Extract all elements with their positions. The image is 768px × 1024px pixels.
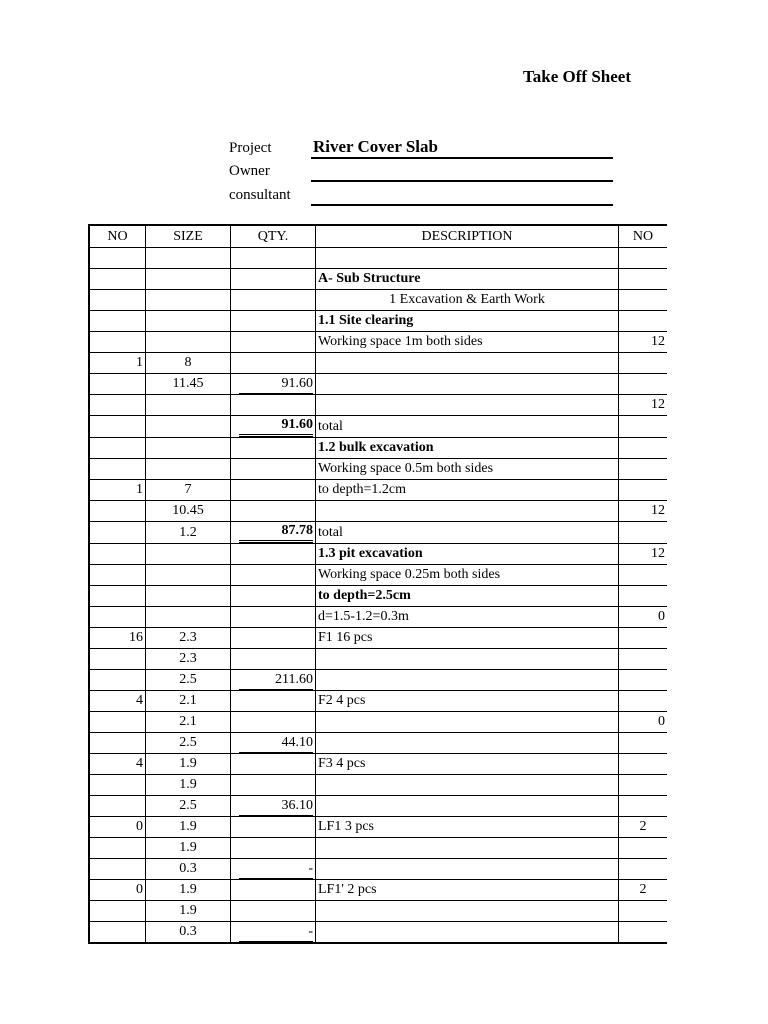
cell-qty [231,754,316,775]
cell-size: 0.3 [146,922,231,944]
table-row [89,649,667,670]
cell-no: 1 [89,353,146,374]
cell-size: 2.5 [146,670,231,691]
cell-no-right [619,353,668,374]
table-row [89,586,667,607]
cell-no [89,586,146,607]
project-underline [311,157,613,159]
qty-value: - [239,860,313,879]
table-row [89,480,667,501]
cell-size: 2.1 [146,712,231,733]
table-row [89,290,667,311]
cell-no-right [619,754,668,775]
table-row [89,353,667,374]
cell-qty [231,796,316,817]
cell-no: 4 [89,754,146,775]
table-row [89,416,667,438]
table-row [89,438,667,459]
table-row [89,922,667,944]
cell-no [89,607,146,628]
cell-no-right: 12 [619,332,668,353]
cell-no [89,522,146,544]
cell-no [89,859,146,880]
table-row [89,712,667,733]
cell-size: 1.2 [146,522,231,544]
table-row [89,395,667,416]
cell-size [146,459,231,480]
cell-size: 2.1 [146,691,231,712]
cell-size [146,311,231,332]
cell-no [89,311,146,332]
table-row [89,859,667,880]
cell-no [89,438,146,459]
cell-description: to depth=2.5cm [316,586,619,607]
cell-no [89,501,146,522]
cell-description: F3 4 pcs [316,754,619,775]
cell-description [316,353,619,374]
cell-qty [231,670,316,691]
cell-no [89,269,146,290]
cell-no-right [619,459,668,480]
cell-no-right [619,691,668,712]
cell-size [146,416,231,438]
column-header-size: SIZE [146,225,231,248]
cell-description [316,374,619,395]
cell-size [146,565,231,586]
cell-no-right [619,480,668,501]
column-header-no-right: NO [619,225,668,248]
table-row [89,544,667,565]
cell-no-right [619,796,668,817]
qty-value: 36.10 [239,797,313,816]
cell-description [316,733,619,754]
cell-no-right: 0 [619,712,668,733]
cell-qty [231,565,316,586]
cell-size: 2.5 [146,733,231,754]
cell-size: 2.3 [146,649,231,670]
cell-no-right [619,565,668,586]
cell-qty [231,269,316,290]
cell-qty [231,901,316,922]
cell-qty [231,395,316,416]
sheet-title: Take Off Sheet [523,67,631,86]
cell-size [146,586,231,607]
cell-no-right [619,775,668,796]
qty-value: 91.60 [239,375,313,394]
cell-no-right: 2 [619,817,668,838]
cell-qty [231,649,316,670]
table-row [89,311,667,332]
table-row [89,670,667,691]
table-row [89,607,667,628]
cell-no-right [619,416,668,438]
cell-size: 2.5 [146,796,231,817]
table-row [89,501,667,522]
table-row [89,628,667,649]
cell-no: 4 [89,691,146,712]
cell-qty [231,733,316,754]
cell-no-right [619,859,668,880]
cell-size: 11.45 [146,374,231,395]
qty-value: 87.78 [239,522,313,543]
cell-no-right [619,649,668,670]
owner-underline [311,180,613,182]
project-value: River Cover Slab [313,137,438,156]
table-row [89,269,667,290]
cell-no-right [619,374,668,395]
cell-description [316,901,619,922]
cell-no [89,901,146,922]
cell-no [89,416,146,438]
column-header-no: NO [89,225,146,248]
cell-no: 1 [89,480,146,501]
cell-qty [231,501,316,522]
table-row [89,459,667,480]
cell-no [89,712,146,733]
cell-no [89,733,146,754]
cell-no [89,290,146,311]
cell-description: 1.3 pit excavation [316,544,619,565]
cell-description [316,670,619,691]
cell-no-right [619,901,668,922]
cell-size: 2.3 [146,628,231,649]
cell-size [146,544,231,565]
cell-description [316,248,619,269]
cell-no-right [619,733,668,754]
cell-qty [231,586,316,607]
cell-no-right: 12 [619,501,668,522]
cell-description [316,649,619,670]
cell-no: 0 [89,880,146,901]
cell-size: 1.9 [146,901,231,922]
cell-no-right [619,838,668,859]
cell-qty [231,416,316,438]
cell-qty [231,607,316,628]
cell-no [89,459,146,480]
table-row [89,332,667,353]
cell-no-right [619,586,668,607]
consultant-label: consultant [229,187,291,203]
cell-description: Working space 0.5m both sides [316,459,619,480]
cell-description [316,395,619,416]
cell-description [316,712,619,733]
cell-qty [231,544,316,565]
cell-no [89,796,146,817]
cell-qty [231,290,316,311]
cell-qty [231,817,316,838]
table-row [89,565,667,586]
cell-qty [231,628,316,649]
cell-description: LF1' 2 pcs [316,880,619,901]
cell-description: F1 16 pcs [316,628,619,649]
cell-size: 1.9 [146,775,231,796]
cell-size: 0.3 [146,859,231,880]
cell-description: d=1.5-1.2=0.3m [316,607,619,628]
cell-qty [231,311,316,332]
column-header-description: DESCRIPTION [316,225,619,248]
cell-description: total [316,416,619,438]
table-row [89,901,667,922]
table-row [89,522,667,544]
cell-no [89,248,146,269]
cell-qty [231,459,316,480]
cell-no-right: 0 [619,607,668,628]
cell-no [89,565,146,586]
table-row [89,838,667,859]
cell-no [89,332,146,353]
cell-qty [231,353,316,374]
cell-no-right [619,311,668,332]
cell-size [146,290,231,311]
cell-size [146,269,231,290]
cell-no [89,395,146,416]
cell-no [89,922,146,944]
cell-description: 1 Excavation & Earth Work [316,290,619,311]
qty-value: 211.60 [239,671,313,690]
cell-size [146,332,231,353]
cell-no: 16 [89,628,146,649]
cell-no [89,544,146,565]
cell-description [316,838,619,859]
qty-value: 91.60 [239,416,313,437]
cell-qty [231,922,316,944]
cell-size [146,248,231,269]
qty-value: - [239,923,313,942]
cell-description [316,775,619,796]
cell-no [89,670,146,691]
table-header-row [89,225,667,248]
cell-qty [231,374,316,395]
cell-no-right [619,438,668,459]
cell-no-right: 2 [619,880,668,901]
cell-size [146,438,231,459]
cell-qty [231,332,316,353]
table-row [89,817,667,838]
cell-no-right [619,670,668,691]
cell-qty [231,248,316,269]
cell-no-right [619,522,668,544]
column-header-qty: QTY. [231,225,316,248]
cell-qty [231,691,316,712]
cell-qty [231,775,316,796]
cell-description [316,796,619,817]
cell-description: to depth=1.2cm [316,480,619,501]
cell-qty [231,522,316,544]
table-row [89,733,667,754]
table-row [89,754,667,775]
cell-no-right [619,269,668,290]
cell-no-right [619,290,668,311]
cell-no-right [619,922,668,944]
project-label: Project [229,140,272,156]
cell-description: A- Sub Structure [316,269,619,290]
cell-size: 1.9 [146,880,231,901]
cell-qty [231,880,316,901]
cell-size [146,395,231,416]
cell-qty [231,859,316,880]
cell-description: Working space 0.25m both sides [316,565,619,586]
cell-size: 7 [146,480,231,501]
cell-size: 10.45 [146,501,231,522]
cell-no-right [619,628,668,649]
qty-value: 44.10 [239,734,313,753]
table-row [89,880,667,901]
cell-no [89,649,146,670]
consultant-underline [311,204,613,206]
cell-description [316,922,619,944]
cell-no: 0 [89,817,146,838]
cell-description: LF1 3 pcs [316,817,619,838]
cell-qty [231,480,316,501]
cell-description: 1.2 bulk excavation [316,438,619,459]
cell-description [316,501,619,522]
table-row [89,691,667,712]
cell-no-right: 12 [619,395,668,416]
cell-description: Working space 1m both sides [316,332,619,353]
table-row [89,775,667,796]
cell-qty [231,712,316,733]
table-row [89,374,667,395]
cell-qty [231,438,316,459]
cell-size: 1.9 [146,754,231,775]
cell-size: 8 [146,353,231,374]
cell-description [316,859,619,880]
cell-size: 1.9 [146,817,231,838]
table-row [89,248,667,269]
table-row [89,796,667,817]
cell-description: total [316,522,619,544]
cell-no-right: 12 [619,544,668,565]
takeoff-table [88,224,667,944]
cell-no-right [619,248,668,269]
cell-no [89,838,146,859]
cell-size [146,607,231,628]
cell-qty [231,838,316,859]
cell-no [89,374,146,395]
owner-label: Owner [229,163,270,179]
cell-description: 1.1 Site clearing [316,311,619,332]
cell-description: F2 4 pcs [316,691,619,712]
cell-size: 1.9 [146,838,231,859]
cell-no [89,775,146,796]
